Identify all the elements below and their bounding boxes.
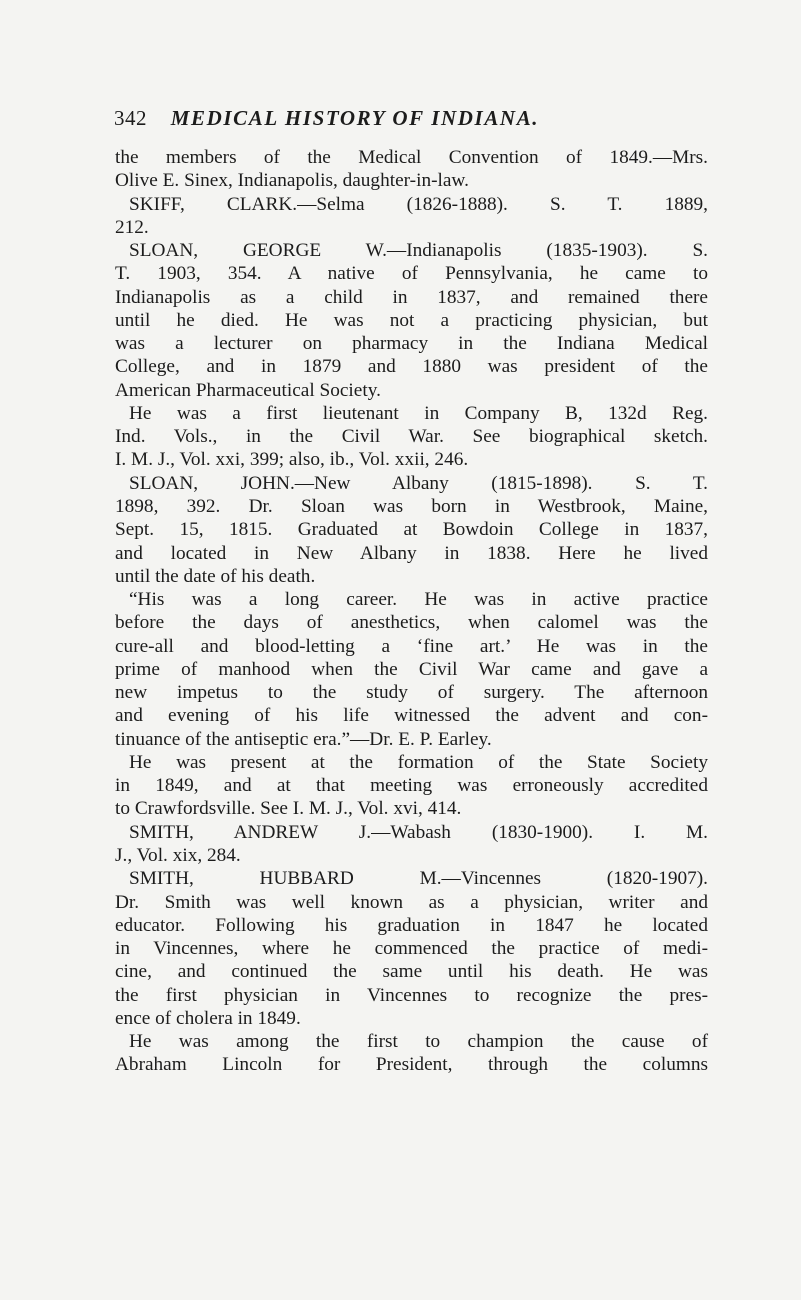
text-line: until he died. He was not a practicing physician, but [115,309,708,331]
text-line: new impetus to the study of surgery. The afternoon [115,682,708,704]
text-line: and located in New Albany in 1838. Here he lived [115,542,708,564]
text-line: “His was a long career. He was in active practice [129,589,708,611]
text-line: He was a first lieutenant in Company B, 132d Reg. [129,402,708,424]
text-line: SLOAN, JOHN.—New Albany (1815-1898). S. T. [129,472,708,494]
text-line: J., Vol. xix, 284. [115,844,241,866]
text-line: Ind. Vols., in the Civil War. See biographical sketch. [115,426,708,448]
text-line: tinuance of the antiseptic era.”—Dr. E. P. Earley. [115,728,492,750]
text-line: 1898, 392. Dr. Sloan was born in Westbrook, Maine, [115,495,708,517]
text-line: He was among the first to champion the cause of [129,1031,708,1053]
text-line: Indianapolis as a child in 1837, and remained there [115,286,708,308]
text-line: educator. Following his graduation in 1847 he located [115,914,708,936]
text-line: SKIFF, CLARK.—Selma (1826-1888). S. T. 1889, [129,193,708,215]
text-line: ence of cholera in 1849. [115,1007,301,1029]
text-line: Dr. Smith was well known as a physician, writer and [115,891,708,913]
text-line: American Pharmaceutical Society. [115,379,381,401]
text-line: cine, and continued the same until his death. He was [115,961,708,983]
text-line: He was present at the formation of the State Society [129,751,708,773]
text-line: Abraham Lincoln for President, through the columns [115,1054,708,1076]
text-line: until the date of his death. [115,565,316,587]
body-text [115,146,708,1077]
text-line: College, and in 1879 and 1880 was president of the [115,356,708,378]
text-line: to Crawfordsville. See I. M. J., Vol. xvi, 414. [115,798,462,820]
text-line: was a lecturer on pharmacy in the Indiana Medical [115,333,708,355]
text-line: and evening of his life witnessed the advent and con- [115,705,708,727]
text-line: before the days of anesthetics, when calomel was the [115,612,708,634]
text-line: the members of the Medical Convention of 1849.—Mrs. [115,147,708,168]
running-title: MEDICAL HISTORY OF INDIANA. [170,106,540,130]
text-line: cure-all and blood-letting a ‘fine art.’ He was in the [115,635,708,657]
text-line: SMITH, HUBBARD M.—Vincennes (1820-1907). [129,868,708,890]
text-line: I. M. J., Vol. xxi, 399; also, ib., Vol. xxii, 246. [115,449,469,471]
text-line: Sept. 15, 1815. Graduated at Bowdoin College in 1837, [115,519,708,541]
text-line: SLOAN, GEORGE W.—Indianapolis (1835-1903). S. [129,240,708,262]
text-line: the first physician in Vincennes to recognize the pres- [115,984,708,1006]
text-line: in 1849, and at that meeting was erroneously accredited [115,775,708,797]
page-header [114,103,674,133]
text-line: in Vincennes, where he commenced the practice of medi- [115,938,708,960]
text-line: prime of manhood when the Civil War came and gave a [115,658,708,680]
text-line: Olive E. Sinex, Indianapolis, daughter-in-law. [115,170,469,192]
page-number: 342 [114,106,147,130]
text-line: SMITH, ANDREW J.—Wabash (1830-1900). I. M. [129,821,708,843]
text-line: T. 1903, 354. A native of Pennsylvania, he came to [115,263,708,285]
text-line: 212. [115,216,149,238]
